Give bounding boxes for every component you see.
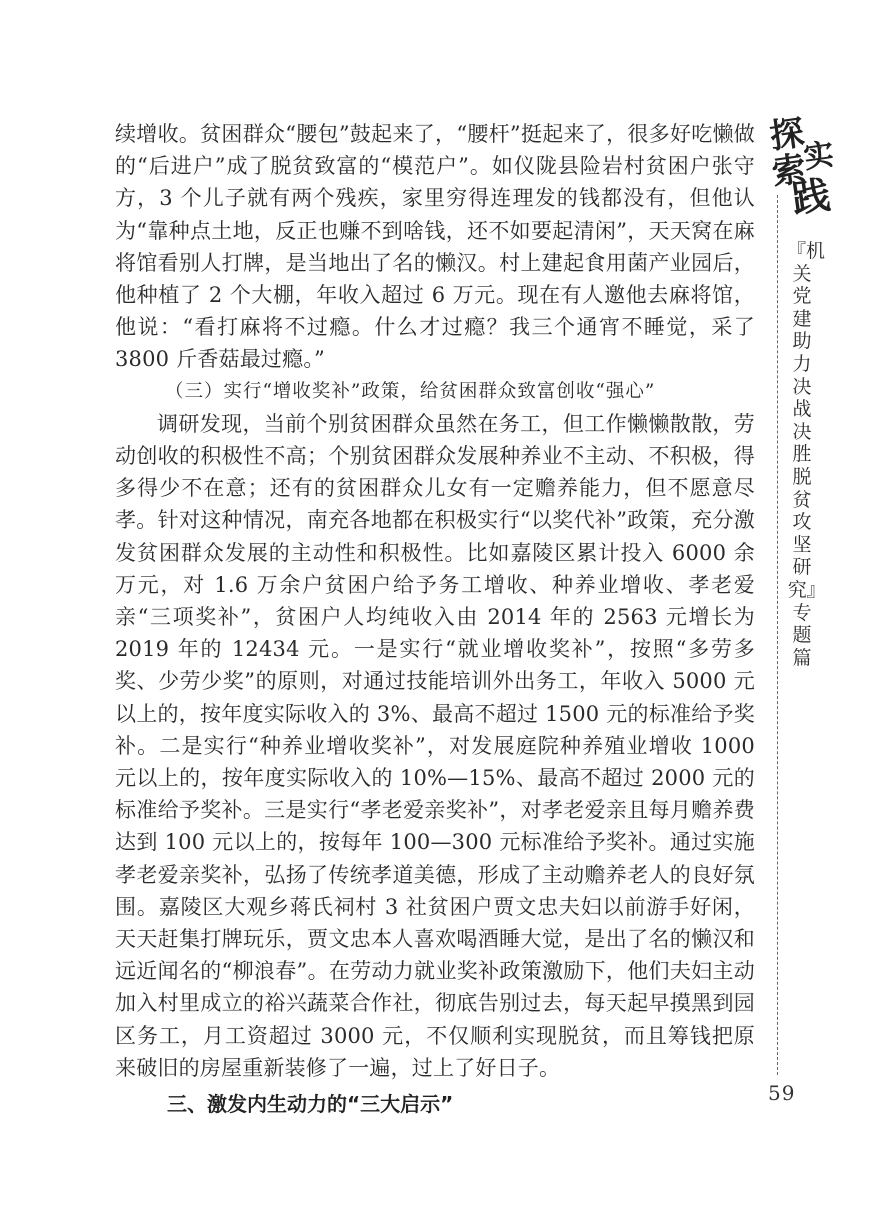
paragraph-research: 调研发现，当前个别贫困群众虽然在务工，但工作懒懒散散，劳动创收的积极性不高；个别贫困群众发展种养业不主动、不积极，得多得少不在意；还有的贫困群众儿女有一定赡养能力，但不愿意尽孝。针对这种情况，南充各地都在积极实行“以奖代补”政策，充分激发贫困群众发展的主动性和积极性。比如嘉陵区累计投入 6000 余万元，对 1.6 万余户贫困户给予务工增收、种养业增收、孝老爱亲“三项奖补”，贫困户人均纯收入由 2014 年的 2563 元增长为 2019 年的 12434 元。一是实行“就业增收奖补”，按照“多劳多奖、少劳少奖”的原则，对通过技能培训外出务工，年收入 5000 元以上的，按年度实际收入的 3%、最高不超过 1500 元的标准给予奖补。二是实行“种养业增收奖补”，对发展庭院种养殖业增收 1000 元以上的，按年度实际收入的 10%—15%、最高不超过 2000 元的标准给予奖补。三是实行“孝老爱亲奖补”，对孝老爱亲且每月赡养费达到 100 元以上的，按每年 100—300 元标准给予奖补。通过实施孝老爱亲奖补，弘扬了传统孝道美德，形成了主动赡养老人的良好氛围。嘉陵区大观乡蒋氏祠村 3 社贫困户贾文忠夫妇以前游手好闲，天天赶集打牌玩乐，贾文忠本人喜欢喝酒睡大觉，是出了名的懒汉和远近闻名的“柳浪春”。在劳动力就业奖补政策激励下，他们夫妇主动加入村里成立的裕兴蔬菜合作社，彻底告别过去，每天起早摸黑到园区务工，月工资超过 3000 元，不仅顺利实现脱贫，而且筹钱把原来破旧的房屋重新装修了一遍，过上了好日子。: [115, 411, 755, 1080]
page-number: 59: [768, 1081, 796, 1105]
brand-char: 践: [788, 171, 833, 222]
paragraph-continuation: 续增收。贫困群众“腰包”鼓起来了，“腰杆”挺起来了，很多好吃懒做的“后进户”成了脱贫致富的“模范户”。如仪陇县险岩村贫困户张守方，3 个儿子就有两个残疾，家里穷得连理发的钱都没有，但他认为“靠种点土地，反正也赚不到啥钱，还不如要起清闲”，天天窝在麻将馆看别人打牌，是当地出了名的懒汉。村上建起食用菌产业园后，他种植了 2 个大棚，年收入超过 6 万元。现在有人邀他去麻将馆，他说：“看打麻将不过瘾。什么才过瘾？我三个通宵不睡觉，采了 3800 斤香菇最过瘾。”: [115, 122, 755, 372]
brand-char: 索: [769, 148, 809, 194]
section-heading: 三、激发内生动力的“三大启示”: [167, 1092, 454, 1117]
brand-char: 实: [801, 137, 837, 176]
brand-logo-calligraphy: [767, 112, 850, 228]
page-body: [115, 118, 755, 1120]
series-title-vertical: 『机关党建助力决战决胜脱贫攻坚研究』专题篇: [787, 240, 826, 669]
margin-dashed-rule: [777, 195, 778, 1075]
subsection-heading: （三）实行“增收奖补”政策，给贫困群众致富创收“强心”: [164, 380, 656, 402]
brand-char: 探: [767, 112, 807, 158]
